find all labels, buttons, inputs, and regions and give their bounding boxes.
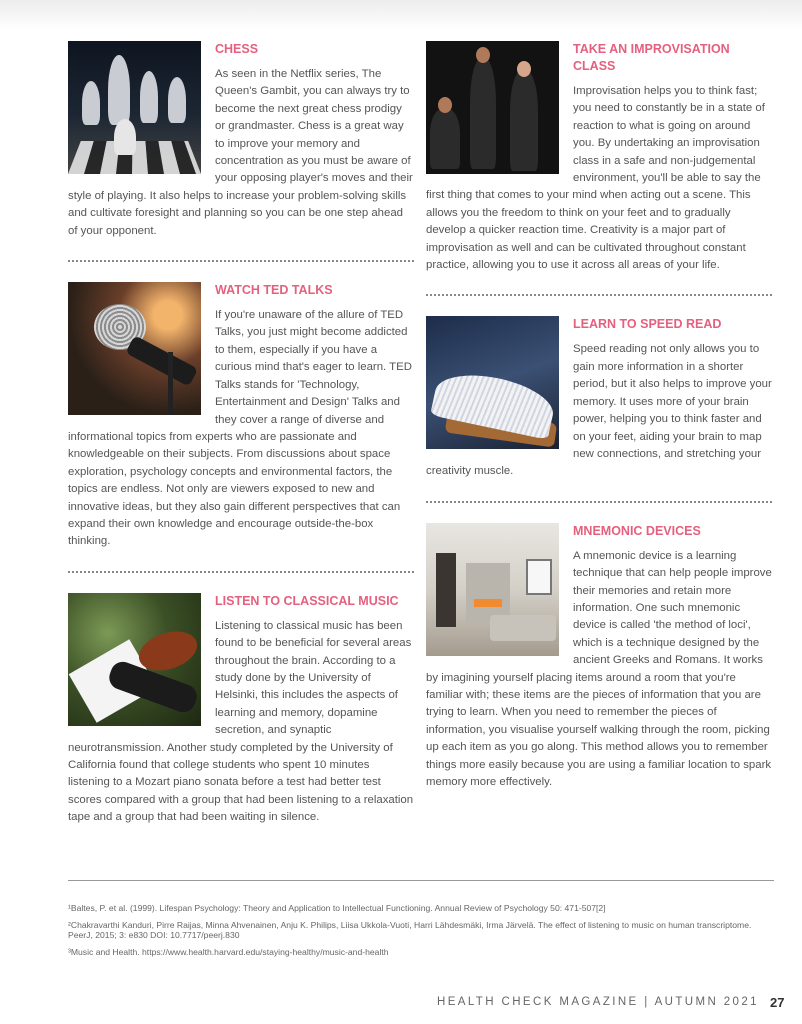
mnemonic-heading: MNEMONIC DEVICES xyxy=(573,523,701,538)
section-divider xyxy=(68,260,414,262)
left-column xyxy=(68,41,414,827)
actor-figure-shape xyxy=(470,59,496,169)
mnemonic-body: A mnemonic device is a learning technique that can help people improve their memories and retain more information. One such mnemonic device is called 'the method of loci', which is a technique designed by the ancient Greeks and Romans. It works by imagining yourself placing items around a room that you're familiar with; these items are the pieces of information that you are trying to learn. When you need to remember the pieces of information, you visualise yourself walking through the room, picking up each item as you go along. This method allows you to remember things more easily because you are using a familiar location to spark memory more effectively. xyxy=(426,549,772,788)
page-top-shade xyxy=(0,0,802,30)
sofa-shape xyxy=(490,615,556,641)
footnote-3: ³Music and Health. https://www.health.harvard.edu/staying-healthy/music-and-health xyxy=(68,946,389,957)
mic-stand-shape xyxy=(168,352,173,415)
chess-photo xyxy=(68,41,201,174)
chess-piece-shape xyxy=(168,77,186,123)
window-shape xyxy=(526,559,552,595)
section-ted xyxy=(68,282,414,551)
magazine-footer: HEALTH CHECK MAGAZINE | AUTUMN 2021 xyxy=(437,996,759,1008)
section-improv xyxy=(426,41,772,274)
chess-piece-shape xyxy=(108,55,130,125)
music-body: Listening to classical music has been found to be beneficial for several areas throughout the brain. According to a study done by the University of Helsinki, this includes the aspects of learning and memory, dopamine secretion, and synaptic neurotransmission. Another study completed by the University of California found that college students who spent 10 minutes listening to a Mozart piano sonata before a test had better test scores compared with a group that had been listening to a relaxation tape and a group that had been waiting in silence. xyxy=(68,619,414,824)
section-divider xyxy=(426,501,772,503)
actor-figure-shape xyxy=(510,71,538,171)
fireplace-shape xyxy=(466,563,510,623)
violinist-photo xyxy=(68,593,201,726)
chess-heading: CHESS xyxy=(215,42,259,56)
improv-actors-photo xyxy=(426,41,559,174)
section-divider xyxy=(68,571,414,573)
actor-face-shape xyxy=(438,97,452,113)
section-music xyxy=(68,593,414,827)
right-column xyxy=(426,41,772,791)
ted-heading: WATCH TED TALKS xyxy=(215,283,333,298)
ted-body: If you're unaware of the allure of TED Talks, you just might become addicted to them, especially if you have a curious mind that's eager to learn. TED Talks stands for 'Technology, Entertainment and Design' Talks and they cover a range of diverse and informational topics from experts who are passionate and knowledgeable on their subjects. From discussions about space exploration, psychology concepts and environmental factors, the topics are endless. Not only are viewers exposed to new and innovative ideas, but they also gain different perspectives that can expand their own knowledge and encourage outside-the-box thinking. xyxy=(68,309,412,548)
speedread-heading: LEARN TO SPEED READ xyxy=(573,317,722,332)
section-mnemonic xyxy=(426,523,772,792)
actor-face-shape xyxy=(476,47,490,63)
chess-pawn-shape xyxy=(114,119,136,155)
chess-piece-shape xyxy=(82,81,100,125)
actor-face-shape xyxy=(517,61,531,77)
section-speedread xyxy=(426,316,772,480)
chess-body: As seen in the Netflix series, The Queen's Gambit, you can always try to become the next great chess prodigy or grandmaster. Chess is a great way to improve your memory and concentration as you must be aware of your opposing player's moves and their style of playing. It also helps to increase your problem-solving skills and cultivate foresight and planning so you can be one step ahead of your opponent. xyxy=(68,68,413,237)
microphone-photo xyxy=(68,282,201,415)
mic-body-shape xyxy=(125,335,198,386)
page-number: 27 xyxy=(770,995,785,1010)
footnote-2: ²Chakravarthi Kanduri, Pirre Raijas, Minna Ahvenainen, Anju K. Philips, Liisa Ukkola-Vuoti, Harri Lähdesmäki, Irma Järvelä. The effect of listening to music on human transcriptome. PeerJ, 2015; 3: e830 DOI: 10.7717/peerj.830 xyxy=(68,919,752,940)
section-divider xyxy=(426,294,772,296)
footnotes xyxy=(68,880,774,963)
footnote-1: ¹Baltes, P. et al. (1999). Lifespan Psychology: Theory and Application to Intellectual Functioning. Annual Review of Psychology 50: 471-507[2] xyxy=(68,903,606,913)
actor-figure-shape xyxy=(430,109,460,169)
improv-body: Improvisation helps you to think fast; you need to constantly be in a state of reaction to what is going on around you. By undertaking an improvisation class in a safe and non-judgemental environment, you'll be able to say the first thing that comes to your mind when acting out a scene. This allows you the freedom to think on your feet and to gradually develop a quicker reaction time. Creativity is a major part of improvisation as well and can be cultivated throughout constant practice, allowing you to use it across all areas of your life. xyxy=(426,85,765,272)
music-heading: LISTEN TO CLASSICAL MUSIC xyxy=(215,593,399,608)
section-chess xyxy=(68,41,414,240)
chess-piece-shape xyxy=(140,71,158,123)
bookshelf-shape xyxy=(436,553,456,627)
improv-heading: TAKE AN IMPROVISATION CLASS xyxy=(573,42,730,73)
open-book-photo xyxy=(426,316,559,449)
living-room-photo xyxy=(426,523,559,656)
speedread-body: Speed reading not only allows you to gain more information in a shorter period, but it also helps to improve your memory. It uses more of your brain power, helping you to think faster and on your feet, aiding your brain to map new connections, and stretching your creativity muscle. xyxy=(426,343,772,478)
fire-shape xyxy=(474,599,502,607)
